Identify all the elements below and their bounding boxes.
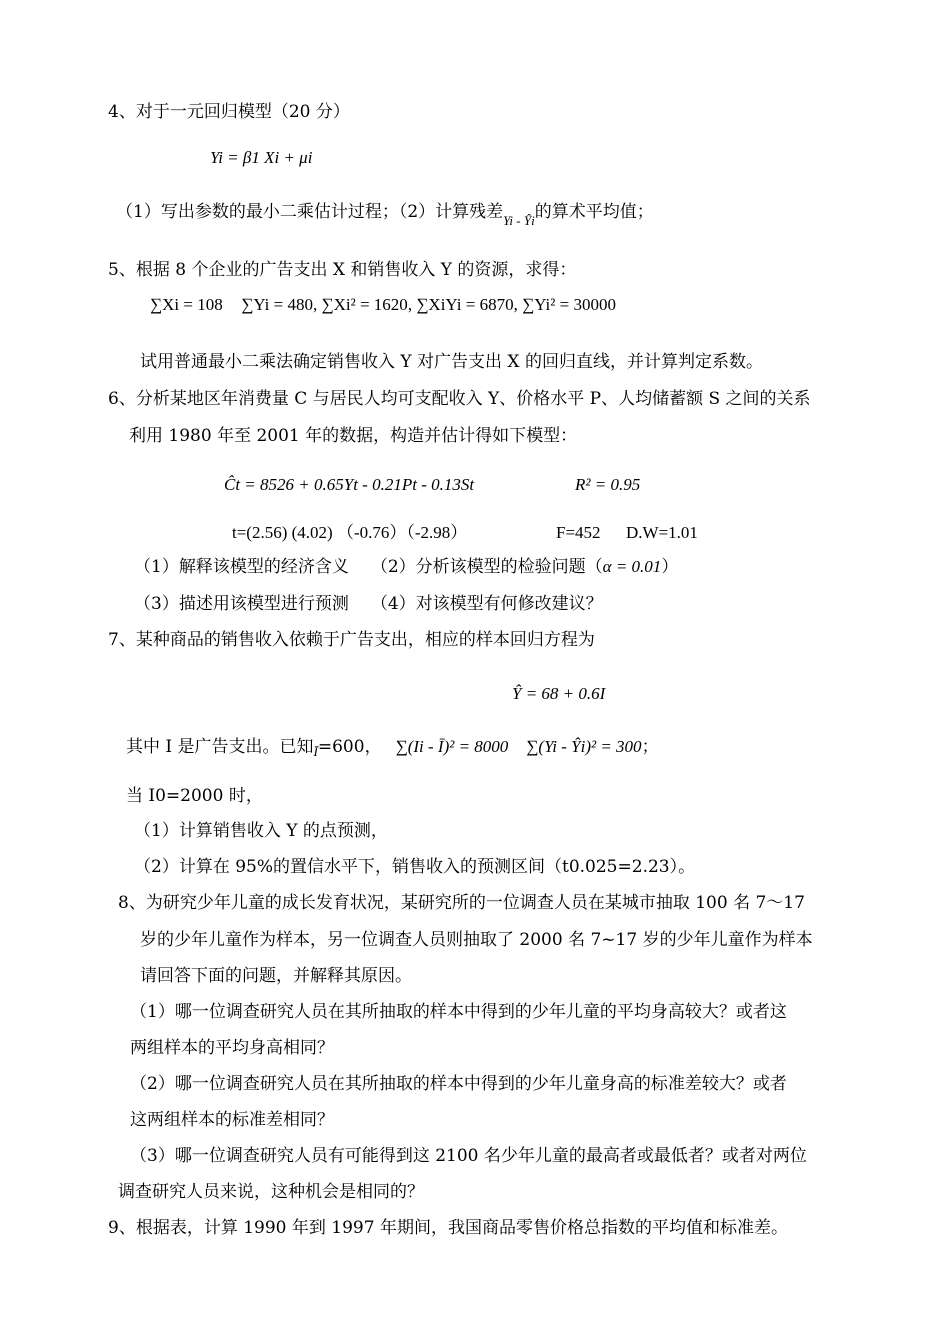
q6-alpha: α = 0.01: [602, 557, 662, 576]
q6-tstats: t=(2.56) (4.02) （-0.76）（-2.98）: [232, 523, 468, 542]
q6-dw: D.W=1.01: [626, 523, 698, 542]
q6-line1: 6、分析某地区年消费量 C 与居民人均可支配收入 Y、价格水平 P、人均储蓄额 S 之间的关系: [108, 389, 811, 409]
q4-title: 4、对于一元回归模型（20 分）: [108, 102, 350, 122]
q6-sub2-end: ）: [661, 557, 679, 577]
q8-line1: 8、为研究少年儿童的成长发育状况，某研究所的一位调查人员在某城市抽取 100 名 7～17: [118, 893, 805, 913]
q8-b-line1: （2）哪一位调查研究人员在其所抽取的样本中得到的少年儿童身高的标准差较大？或者: [130, 1074, 787, 1094]
q8-line2: 岁的少年儿童作为样本，另一位调查人员则抽取了 2000 名 7~17 岁的少年儿童作为样本: [140, 930, 813, 950]
q4-model: [210, 147, 312, 169]
q4-sub-end: 的算术平均值；: [534, 202, 654, 222]
q6-line2: 利用 1980 年至 2001 年的数据，构造并估计得如下模型：: [129, 426, 578, 446]
q5-title: 5、根据 8 个企业的广告支出 X 和销售收入 Y 的资源，求得：: [108, 260, 577, 280]
q7-given-b: =600，: [317, 737, 382, 757]
q5-sum-x2: ∑Xi² = 1620: [321, 295, 408, 314]
q5-sum-y2: ∑Yi² = 30000: [522, 295, 616, 314]
q6-sub-3-4: [134, 593, 603, 615]
q5-sums: ∑Xi = 108 ∑Yi = 480, ∑Xi² = 1620, ∑XiYi = 6870, ∑Yi² = 30000: [150, 295, 616, 314]
q6-sub1: （1）解释该模型的经济含义: [134, 557, 349, 577]
q7-ibar: Ī: [313, 744, 318, 759]
q8-a-line1: （1）哪一位调查研究人员在其所抽取的样本中得到的少年儿童的平均身高较大？或者这: [130, 1002, 787, 1022]
q6-sub3: （3）描述用该模型进行预测: [134, 594, 349, 614]
q7-sum1: ∑(Ii - Ī)² = 8000: [395, 737, 509, 756]
q7-when: 当 I0=2000 时，: [126, 786, 263, 806]
q6-f: F=452: [556, 523, 601, 542]
q6-r2: R² = 0.95: [575, 475, 641, 494]
q8-b-line2: 这两组样本的标准差相同？: [130, 1110, 334, 1130]
q5-sum-y: ∑Yi = 480: [241, 295, 313, 314]
q7-given-c: ；: [641, 737, 659, 757]
q9-title: 9、根据表，计算 1990 年到 1997 年期间，我国商品零售价格总指数的平均值和标准差。: [108, 1218, 788, 1238]
q4-residual: Yi - Ŷi: [503, 213, 535, 228]
q7-sub1: （1）计算销售收入 Y 的点预测，: [134, 821, 388, 841]
q8-c-line1: （3）哪一位调查研究人员有可能得到这 2100 名少年儿童的最高者或最低者？或者对两位: [130, 1146, 807, 1166]
q4-model-formula: Yi = β1 Xi + μi: [210, 148, 313, 167]
q6-model: Ĉt = 8526 + 0.65Yt - 0.21Pt - 0.13St: [224, 475, 475, 494]
q5-sum-x: ∑Xi = 108: [150, 295, 223, 314]
q7-given-a: 其中 I 是广告支出。已知: [126, 737, 314, 757]
q4-sub-text: （1）写出参数的最小二乘估计过程；（2）计算残差: [116, 202, 504, 222]
q7-model: Ŷ = 68 + 0.6I: [512, 684, 606, 703]
q7-sub2: （2）计算在 95%的置信水平下，销售收入的预测区间（t0.025=2.23）。: [134, 857, 696, 877]
q7-given: [126, 736, 659, 759]
q8-line3: 请回答下面的问题，并解释其原因。: [140, 966, 412, 986]
q7-sum2: ∑(Yi - Ŷi)² = 300: [526, 737, 642, 756]
q7-title: 7、某种商品的销售收入依赖于广告支出，相应的样本回归方程为: [108, 630, 595, 650]
q5-ask: 试用普通最小二乘法确定销售收入 Y 对广告支出 X 的回归直线，并计算判定系数。: [140, 352, 763, 372]
q6-sub-1-2: [134, 556, 678, 578]
q6-sub4: （4）对该模型有何修改建议？: [370, 594, 603, 614]
q4-subquestions: [116, 201, 654, 228]
q8-c-line2: 调查研究人员来说，这种机会是相同的？: [118, 1182, 424, 1202]
q6-sub2: （2）分析该模型的检验问题（: [370, 557, 603, 577]
q5-sum-xy: ∑XiYi = 6870: [416, 295, 514, 314]
q8-a-line2: 两组样本的平均身高相同？: [130, 1038, 334, 1058]
